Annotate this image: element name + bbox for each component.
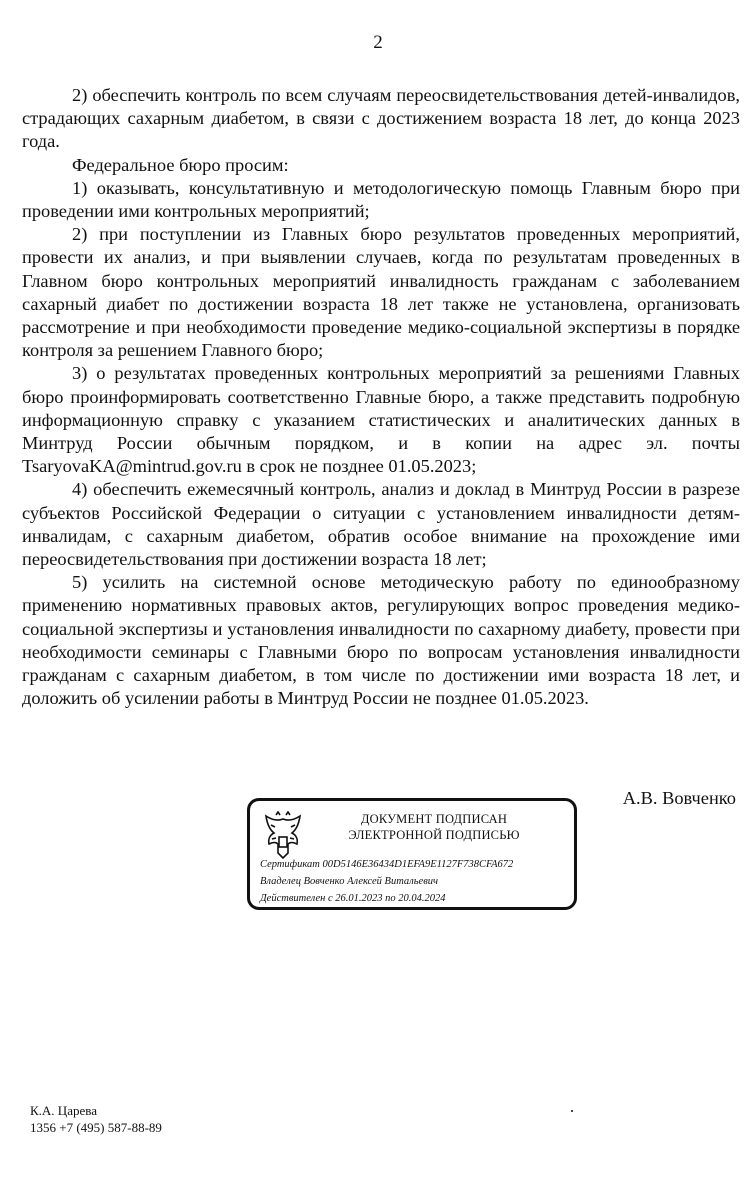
- executor-phone: 1356 +7 (495) 587-88-89: [30, 1120, 162, 1135]
- paragraph-item-4: 4) обеспечить ежемесячный контроль, анализ и доклад в Минтруд России в разрезе субъектов Российской Федерации о ситуации с установлением инвалидности детям-инвалидам, с сахарным диабетом, обратив особое внимание на прохождение ими переосвидетельствования при достижении возраста 18 лет;: [22, 479, 740, 570]
- paragraph-item-1: 1) оказывать, консультативную и методологическую помощь Главным бюро при проведении ими контрольных мероприятий;: [22, 177, 740, 222]
- coat-of-arms-icon: [260, 811, 306, 861]
- stamp-validity: Действителен с 26.01.2023 по 20.04.2024: [260, 893, 446, 904]
- scan-dot: [571, 1110, 573, 1112]
- paragraph-control-reexamination: 2) обеспечить контроль по всем случаям переосвидетельствования детей-инвалидов, страдающих сахарным диабетом, в связи с достижением возраста 18 лет, до конца 2023 года.: [22, 85, 740, 152]
- page-number: 2: [373, 32, 383, 53]
- stamp-certificate: Сертификат 00D5146E36434D1EFA9E1127F738CFA672: [260, 859, 514, 870]
- executor-name: К.А. Царева: [30, 1103, 97, 1118]
- paragraph-item-2: 2) при поступлении из Главных бюро результатов проведенных мероприятий, провести их анализ, и при выявлении случаев, когда по результатам проведенных в Главном бюро контрольных мероприятий инвалидность гражданам с заболеванием сахарный диабет по достижении возраста 18 лет также не установлена, организовать рассмотрение и при необходимости проведение медико-социальной экспертизы в порядке контроля за решением Главного бюро;: [22, 224, 740, 361]
- paragraph-item-5: 5) усилить на системной основе методическую работу по единообразному применению нормативных правовых актов, регулирующих вопрос проведения медико-социальной экспертизы и установления инвалидности по сахарному диабету, провести при необходимости семинары с Главными бюро по вопросам установления инвалидности гражданам с сахарным диабетом, в том числе по достижении ими возраста 18 лет, и доложить об усилении работы в Минтруд России не позднее 01.05.2023.: [22, 572, 740, 709]
- stamp-title: [334, 811, 534, 843]
- signer-name: А.В. Вовченко: [622, 788, 736, 808]
- stamp-owner: Владелец Вовченко Алексей Витальевич: [260, 876, 439, 887]
- letter-body: [22, 84, 740, 710]
- paragraph-item-3: 3) о результатах проведенных контрольных мероприятий за решениями Главных бюро проинформировать соответственно Главные бюро, а также представить подробную информационную справку с указанием статистических и аналитических данных в Минтруд России обычным порядком, и в копии на адрес эл. почты TsaryovaKA@mintrud.gov.ru в срок не позднее 01.05.2023;: [22, 363, 740, 477]
- paragraph-federal-bureau-request: Федеральное бюро просим:: [72, 154, 289, 175]
- stamp-title-line-2: ЭЛЕКТРОННОЙ ПОДПИСЬЮ: [348, 828, 520, 842]
- electronic-signature-stamp: [247, 798, 577, 910]
- executor-block: [30, 1102, 162, 1136]
- stamp-title-line-1: ДОКУМЕНТ ПОДПИСАН: [360, 812, 508, 826]
